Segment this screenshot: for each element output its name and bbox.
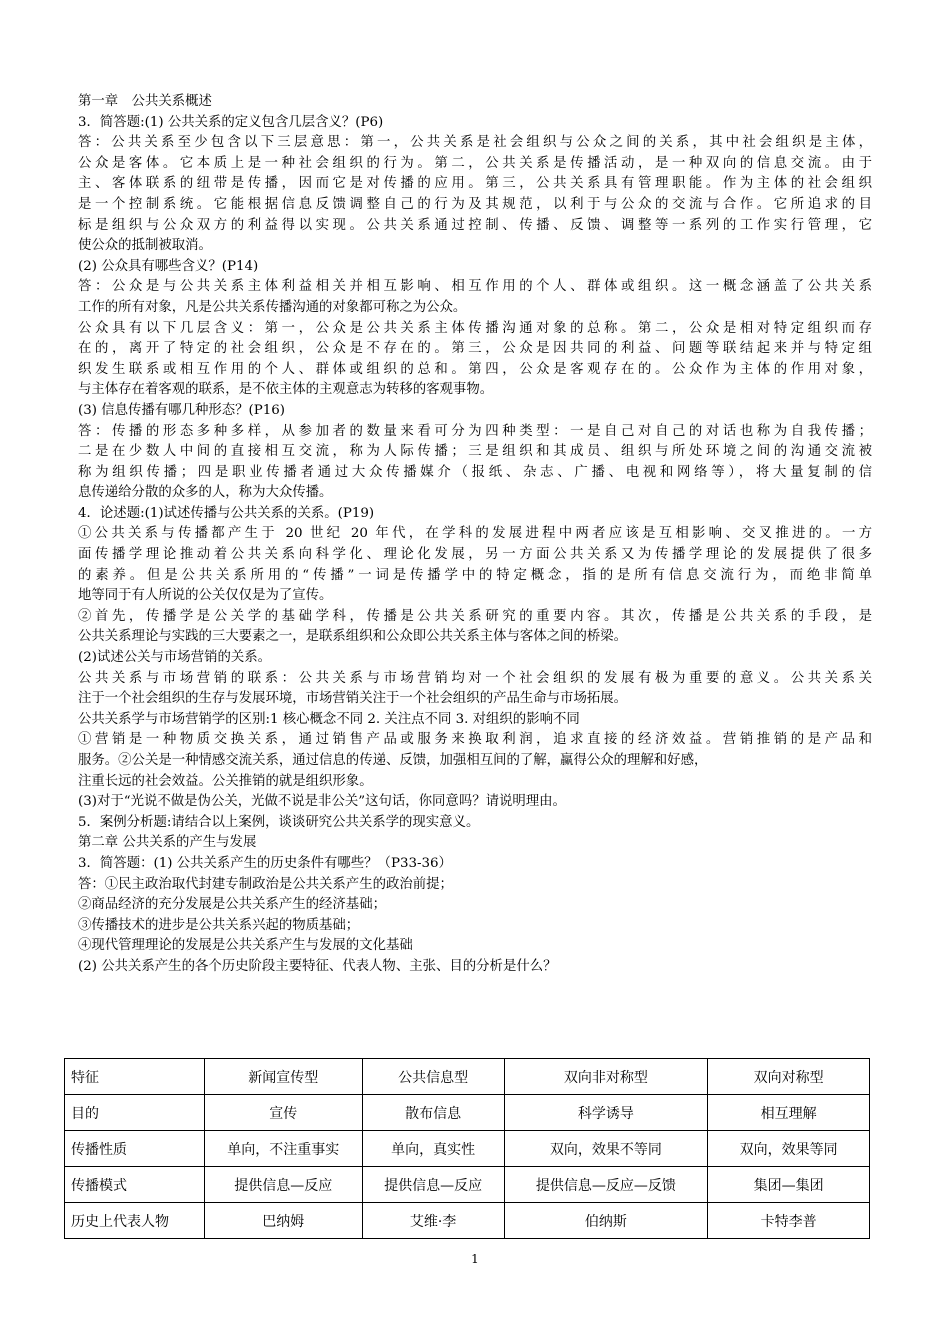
text-line: 称为组织传播；四是职业传播者通过大众传播媒介（报纸、杂志、广播、电视和网络等），将大量复制的信 <box>78 464 872 480</box>
comparison-table <box>64 1058 870 1239</box>
text-line: (3) 信息传播有哪几种形态？(P16) <box>78 402 286 418</box>
table-row <box>65 1167 870 1203</box>
table-cell: 单向，不注重事实 <box>204 1131 362 1167</box>
text-line: ②商品经济的充分发展是公共关系产生的经济基础； <box>78 897 386 913</box>
table-cell: 相互理解 <box>708 1095 870 1131</box>
row-header-cell: 特征 <box>65 1059 205 1095</box>
text-line: 二是在少数人中间的直接相互交流，称为人际传播；三是组织和其成员、组织与所处环境之间的沟通交流被 <box>78 444 872 460</box>
table-row <box>65 1095 870 1131</box>
row-header-cell: 目的 <box>65 1095 205 1131</box>
table-cell: 新闻宣传型 <box>204 1059 362 1095</box>
table-cell: 公共信息型 <box>362 1059 504 1095</box>
text-line: ①营销是一种物质交换关系，通过销售产品或服务来换取利润，追求直接的经济效益。营销推销的是产品和 <box>78 732 872 748</box>
text-line: 地等同于有人所说的公关仅仅是为了宣传。 <box>78 588 333 604</box>
table-cell: 宣传 <box>204 1095 362 1131</box>
table-cell: 科学诱导 <box>504 1095 708 1131</box>
text-line: ④现代管理理论的发展是公共关系产生与发展的文化基础 <box>78 938 413 954</box>
text-line: 3．简答题:(1) 公共关系的定义包含几层含义？(P6) <box>78 114 384 130</box>
table-row <box>65 1131 870 1167</box>
table-cell: 集团—集团 <box>708 1167 870 1203</box>
row-header-cell: 传播模式 <box>65 1167 205 1203</box>
table-cell: 伯纳斯 <box>504 1203 708 1239</box>
text-line: (2)试述公关与市场营销的关系。 <box>78 650 272 666</box>
row-header-cell: 历史上代表人物 <box>65 1203 205 1239</box>
text-line: 公众具有以下几层含义：第一，公众是公共关系主体传播沟通对象的总称。第二，公众是相对特定组织而存 <box>78 320 872 336</box>
table-cell: 提供信息—反应 <box>204 1167 362 1203</box>
table-cell: 提供信息—反应 <box>362 1167 504 1203</box>
table-cell: 双向，效果等同 <box>708 1131 870 1167</box>
text-line: (3)对于“光说不做是伪公关，光做不说是非公关”这句话，你同意吗？请说明理由。 <box>78 794 566 810</box>
text-line: 公共关系学与市场营销学的区别:1 核心概念不同 2. 关注点不同 3. 对组织的影响不同 <box>78 711 580 727</box>
text-line: 标是组织与公众双方的利益得以实现。公共关系通过控制、传播、反馈、调整等一系列的工作实行管理，它 <box>78 217 872 233</box>
text-line: 公共关系与市场营销的联系：公共关系与市场营销均对一个社会组织的发展有极为重要的意义。公共关系关 <box>78 670 872 686</box>
text-line: 使公众的抵制被取消。 <box>78 238 212 254</box>
text-line: 工作的所有对象，凡是公共关系传播沟通的对象都可称之为公众。 <box>78 299 467 315</box>
text-line: 息传递给分散的众多的人，称为大众传播。 <box>78 485 333 501</box>
text-line: (2) 公共关系产生的各个历史阶段主要特征、代表人物、主张、目的分析是什么？ <box>78 958 557 974</box>
table-cell: 散布信息 <box>362 1095 504 1131</box>
table-cell: 双向对称型 <box>708 1059 870 1095</box>
text-line: 第二章 公共关系的产生与发展 <box>78 835 257 851</box>
text-line: 公共关系理论与实践的三大要素之一，是联系组织和公众即公共关系主体与客体之间的桥梁。 <box>78 629 628 645</box>
text-line: 答：①民主政治取代封建专制政治是公共关系产生的政治前提； <box>78 876 453 892</box>
table-row <box>65 1059 870 1095</box>
text-line: ③传播技术的进步是公共关系兴起的物质基础； <box>78 917 360 933</box>
text-line: 3．简答题：(1) 公共关系产生的历史条件有哪些？（P33-36） <box>78 855 452 871</box>
text-line: 的素养。但是公共关系所用的“传播”一词是传播学中的特定概念，指的是所有信息交流行为，而绝非简单 <box>78 567 872 583</box>
table-cell: 单向，真实性 <box>362 1131 504 1167</box>
text-line: 注重长远的社会效益。公关推销的就是组织形象。 <box>78 773 373 789</box>
text-line: 在的，离开了特定的社会组织，公众是不存在的。第三，公众是因共同的利益、问题等联结起来并与特定组 <box>78 341 872 357</box>
text-line: 与主体存在着客观的联系，是不依主体的主观意志为转移的客观事物。 <box>78 382 494 398</box>
text-line: 面传播学理论推动着公共关系向科学化、理论化发展，另一方面公共关系又为传播学理论的发展提供了很多 <box>78 547 872 563</box>
text-line: ①公共关系与传播都产生于 20 世纪 20 年代，在学科的发展进程中两者应该是互相影响、交叉推进的。一方 <box>78 526 872 542</box>
text-line: 公众是客体。它本质上是一种社会组织的行为。第二，公共关系是传播活动，是一种双向的信息交流。由于 <box>78 155 872 171</box>
text-line: 答：传播的形态多种多样，从参加者的数量来看可分为四种类型：一是自己对自己的对话也称为自我传播； <box>78 423 872 439</box>
table-cell: 艾维·李 <box>362 1203 504 1239</box>
text-line: 答：公共关系至少包含以下三层意思：第一，公共关系是社会组织与公众之间的关系，其中社会组织是主体， <box>78 135 872 151</box>
text-line: 5．案例分析题:请结合以上案例，谈谈研究公共关系学的现实意义。 <box>78 814 480 830</box>
table-cell: 双向，效果不等同 <box>504 1131 708 1167</box>
table-cell: 双向非对称型 <box>504 1059 708 1095</box>
text-line: 4．论述题:(1)试述传播与公共关系的关系。(P19) <box>78 505 375 521</box>
row-header-cell: 传播性质 <box>65 1131 205 1167</box>
text-line: 注于一个社会组织的生存与发展环境，市场营销关注于一个社会组织的产品生命与市场拓展。 <box>78 691 628 707</box>
table-cell: 卡特李普 <box>708 1203 870 1239</box>
text-line: 答：公众是与公共关系主体利益相关并相互影响、相互作用的个人、群体或组织。这一概念涵盖了公共关系 <box>78 279 872 295</box>
table-cell: 提供信息—反应—反馈 <box>504 1167 708 1203</box>
text-line: 第一章 公共关系概述 <box>78 94 212 109</box>
text-line: 主、客体联系的纽带是传播，因而它是对传播的应用。第三，公共关系具有管理职能。作为主体的社会组织 <box>78 176 872 192</box>
text-line: 服务。②公关是一种情感交流关系，通过信息的传递、反馈，加强相互间的了解，赢得公众的理解和好感， <box>78 753 708 768</box>
text-line: 织发生联系或相互作用的个人、群体或组织的总和。第四，公众是客观存在的。公众作为主体的作用对象， <box>78 361 872 377</box>
text-line: 是一个控制系统。它能根据信息反馈调整自己的行为及其规范，以利于与公众的交流与合作。它所追求的目 <box>78 196 872 212</box>
document-body <box>78 92 872 978</box>
page-number: 1 <box>471 1252 479 1266</box>
text-line: (2) 公众具有哪些含义？(P14) <box>78 258 259 274</box>
text-line: ②首先，传播学是公关学的基础学科，传播是公共关系研究的重要内容。其次，传播是公共关系的手段，是 <box>78 608 872 624</box>
table-row <box>65 1203 870 1239</box>
table-cell: 巴纳姆 <box>204 1203 362 1239</box>
